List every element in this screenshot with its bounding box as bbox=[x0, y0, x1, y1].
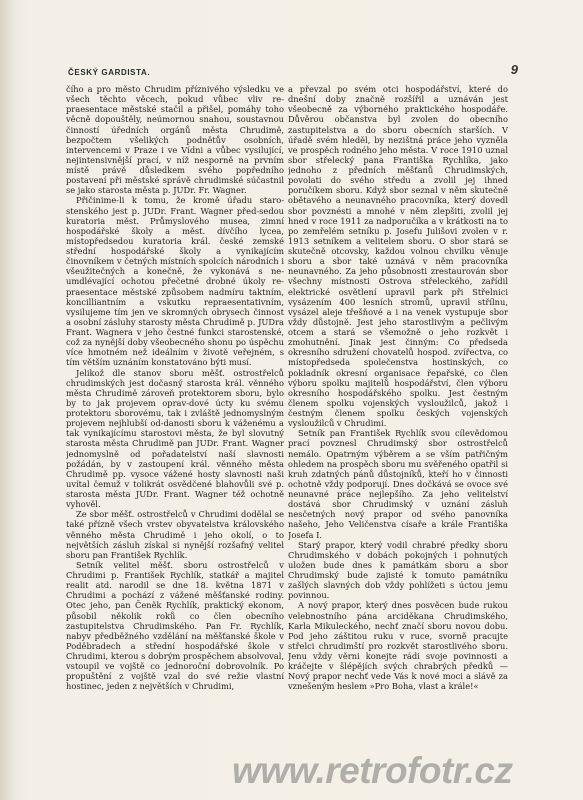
paragraph: Přičinime-li k tomu, že kromě úřadu staro-stenského jest p. JUDr. Frant. Wagner před-sedou kuratoria měst. Průmyslového musea, zimní hospodářské školy a měst. dívčího lycea, místopředsedou kuratoria král. české zemské střední hospodářské školy a vynikajícím činovníkem v četných místních spolcích národních i všeužitečných a konečně, že vykonává s ne-umdlévající ochotou přečetné drobné úkoly re-praesentace městské způsobem nadmíru taktním, koncilliantním a vskutku repraesentativním, vysilujeme tím jen ve skromných obrysech činnost a osobní zásluhy starosty města Chrudimě p. JUDra Frant. Wagnera v jeho čestné funkci starostenské, což za nynější doby všeobecného shonu po úspěchu více hmotném než ideálním v životě veřejném, s tím větším uznáním konstatováno býti musí. bbox=[66, 195, 284, 368]
running-title: ČESKÝ GARDISTA. bbox=[68, 68, 151, 77]
page-header bbox=[68, 62, 518, 82]
paragraph: Jelikož dle stanov sboru měšť. ostrostřelců chrudimských jest dočasný starosta král. věnného města Chrudimě zároveň protektorem sboru, bylo by to jak projevem oprav-dové úcty ku svému protektoru sborovému, tak i zvláště jednomyslným projevem nejhlubší od-danosti sboru k váženému a tak vynikajícímu starostovi města, že byl slovutný starosta města Chrudimě pan JUDr. Frant. Wagner jednomyslně od pořadatelství naší slavnosti požádán, by v zastoupení král. věnného města Chrudimě pp. vysoce vážené hosty slavnosti naši uvítal čemuž v tolikrát osvědčené blahovůli své p. starosta města JUDr. Frant. Wagner též ochotně vyhověl. bbox=[66, 367, 284, 510]
paragraph: a převzal po svém otci hospodářství, které do dnešní doby značně rozšířil a uznáván jest všeobecně za výborného praktického hospodáře. Důvěrou občanstva byl zvolen do obecního zastupitelstva a do sboru obecních starších. V úřadě svém hleděl, by nezištná práce jeho vyzněla ve prospěch rodného jeho města. V roce 1910 uznal sbor střelecký pana Františka Rychlíka, jako jednoho z předních měšťanů Chrudimských, povolati do svého středu a zvolil jej ihned poručíkem sboru. Když sbor seznal v něm skutečně obětavého a neunavného pracovníka, který dovedl sbor povznésti a mnohé v něm zlepšiti, zvolil jej hned v roce 1911 za nadporučíka a v krátkosti na to po zemřelém setníku p. Josefu Julišovi zvolen v r. 1913 setníkem a velitelem sboru. O sbor stará se skutečně otcovsky, každou volnou chvilku věnuje sboru a sbor také uznává v něm pracovníka neunavného. Za jeho působnosti zrestaurován sbor všechny místnosti Ostrova střeleckého, zařídil elektrické osvětlení upravil park při Střelnici vysázením 400 lesních stromů, upravil střílnu, vysázel aleje třešňové a i na venek vystupuje sbor vždy důstojně. Jest jeho starostlivým a pečlivým otcem a stará se všemožně o jeho rozkvět i zmohutnění. Jinak jest činným: Co předseda okresního sdružení chovatelů hospod. zvířectva, co místopředseda společenstva hostinských, co pokladník okresní organisace řepařské, co člen výboru spolku majitelů hospodářství, člen výboru okresního hospodářského spolku. Jest čestným členem spolku vojenských vysloužilců, jakož i čestným členem spolku českých vojenských vysloužilců v Chrudimi. bbox=[288, 84, 508, 429]
page-spine-shadow bbox=[0, 0, 14, 800]
left-column bbox=[66, 84, 284, 774]
paragraph: A nový prapor, který dnes posvěcen bude rukou velebnostního pána arciděkana Chrudimského, Karla Mikuleckého, nechť značí sboru novou dobu. Pod jeho záštitou ruku v ruce, svorně pracujte střelci chrudimští pro rozkvět starostlivého sboru. Jenu vždy věrni konejte rádi svoje povinnosti a kráčejte v šlépějích svých chrabrých předků — Nový prapor nechť vede Vás k nové moci a slávě za vznešeným heslem »Pro Boha, vlast a krále!« bbox=[288, 600, 508, 692]
right-column bbox=[288, 84, 508, 774]
paragraph: Setník pan František Rychlík svou cílevědomou prací povznesl Chrudimský sbor ostrostřelců nemálo. Opatrným výběrem a se vším patřičným ohledem na prospěch sboru mu svěřeného opatřil si kruh zdatných pánů důstojníků, kteří ho v činnosti ochotně vždy podporují. Dnes dočkává se ovoce své neunavné práce nejlepšího. Za jeho velitelství dostává sbor Chrudimský v uznání zásluh nesčetných nový prapor od svého panovníka našeho, Jeho Veličenstva císaře a krále Františka Josefa I. bbox=[288, 428, 508, 540]
paragraph: Setník velitel měšť. sboru ostrostřelců v Chrudimi p. František Rychlík, statkář a majitel realit atd. narodil se dne 18. května 1871 v Chrudimi a pochází z vážené měšťanské rodiny. Otec jeho, pan Čeněk Rychlík, praktický ekonom, působil několik roků co člen obecního zastupitelstva Chrudimského. Pan Fr. Rychlík, nabyv předběžného vzdělání na měšťanské škole v Poděbradech a střední hospodářské škole v Chrudimi, kterou s dobrým prospěchem absolvoval, vstoupil ve vojště co jednoroční dobrovolník. Po propuštění z vojště vzal do své režie vlastní hostinec, jeden z největších v Chrudimi, bbox=[66, 559, 284, 692]
paragraph: Starý prapor, který vodil chrabré předky sboru Chrudimského v dobách pokojných i pohnutých uložen bude dnes k památkám sboru a sbor Chrudimský bude zajisté k tomuto památníku zašlých slavných dob vždy pohlížeti s úctou jemu povinnou. bbox=[288, 539, 508, 601]
paragraph: Ze sbor měšť. ostrostřelců v Chrudimi dodělal se také přízně všech vrstev obyvatelstva královského věnného města Chrudimě i jeho okolí, o to největších zásluh získal si nynější rozšafný velitel sboru pan František Rychlík. bbox=[66, 509, 284, 560]
paragraph: čího a pro město Chrudim příznivého výsledku ve všech těchto věcech, pokud vůbec vliv re-praesentace městské stačil a přišel, pomáhy toho věcně dopouštěly, neúmornou snahou, soustavnou činností úředních orgánů města Chrudimě, bezpočtem všelikých podnětův osobních, intervencemi v Praze i ve Vídni a vůbec vysilující, nejintensivnější prací, v níž nesporně na prvním místě právě důsledkem svého popředního postavení při městské správě chrudimské súčastnil se jako starosta města p. JUDr. Fr. Wagner. bbox=[66, 84, 284, 196]
page-number: 9 bbox=[510, 62, 518, 77]
watermark: www.retrofotr.cz bbox=[232, 750, 513, 791]
